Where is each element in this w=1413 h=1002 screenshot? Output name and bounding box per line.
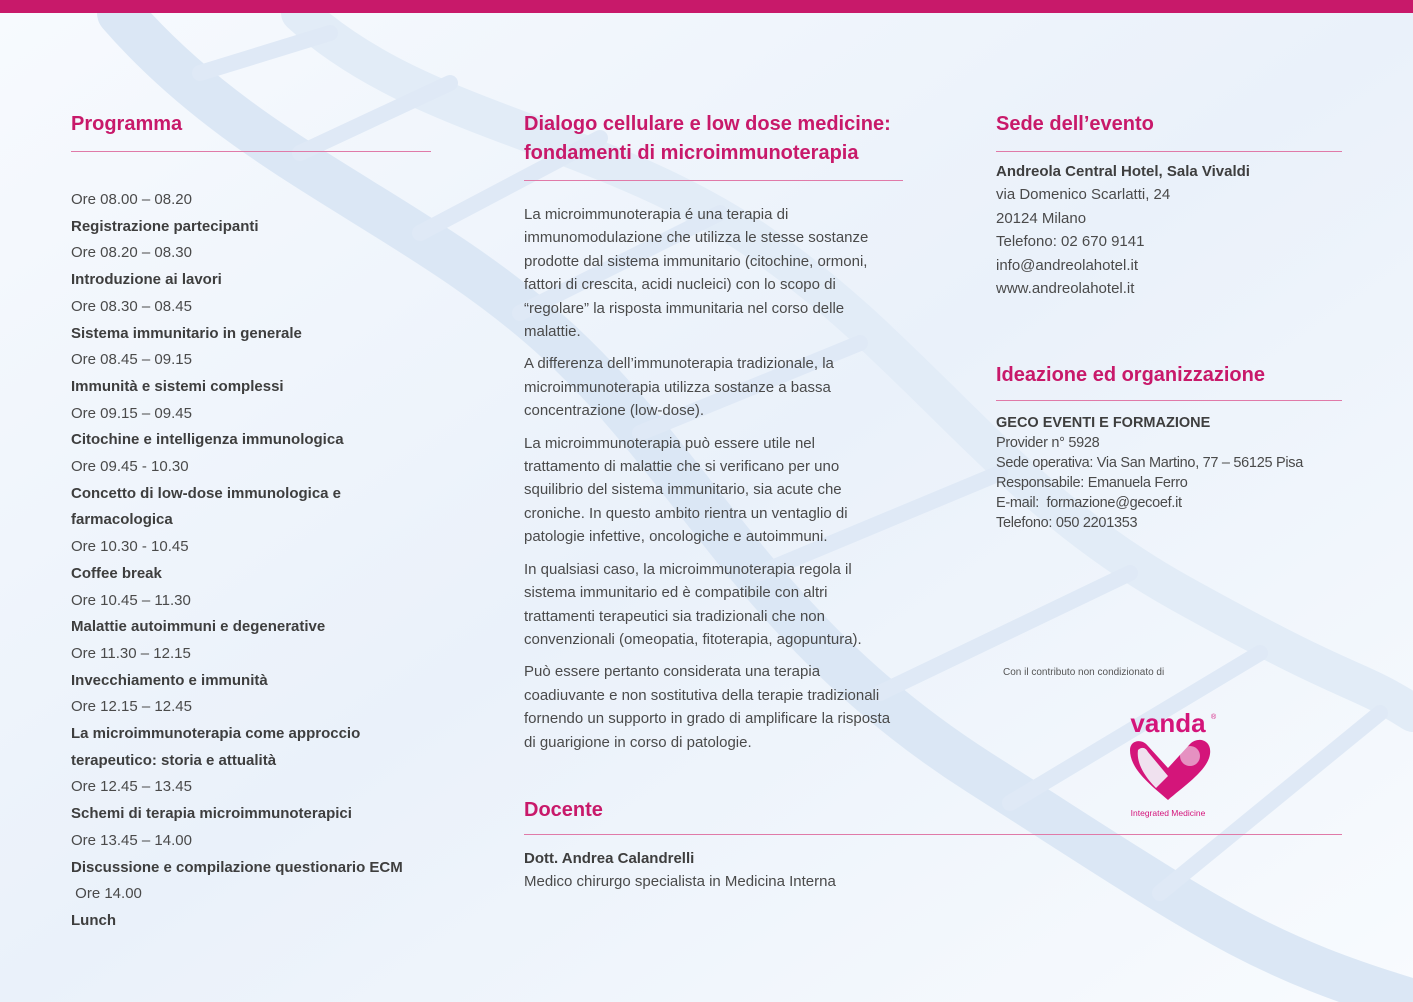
organizer-email[interactable]: E-mail: formazione@gecoef.it: [996, 495, 1182, 511]
organizer-phone: Telefono: 050 2201353: [996, 515, 1138, 531]
docente-role: Medico chirurgo specialista in Medicina Interna: [524, 873, 836, 891]
program-title: La microimmunoterapia come approccio terapeutico: storia e attualità: [71, 725, 361, 769]
dialogo-heading-line2: fondamenti di microimmunoterapia: [524, 142, 859, 164]
dialogo-divider: [524, 180, 903, 181]
dialogo-heading: [524, 110, 903, 168]
organizzazione-divider: [996, 400, 1342, 401]
docente-section: [524, 796, 1342, 894]
program-title: Sistema immunitario in generale: [71, 324, 302, 342]
venue-email[interactable]: info@andreolahotel.it: [996, 256, 1138, 274]
program-time: Ore 10.30 - 10.45: [71, 538, 189, 556]
program-time: Ore 14.00: [71, 885, 142, 903]
program-time: Ore 08.20 – 08.30: [71, 244, 192, 262]
venue-city: 20124 Milano: [996, 209, 1087, 227]
logo-wordmark: vanda: [1130, 708, 1206, 738]
program-title: Malattie autoimmuni e degenerative: [71, 618, 326, 636]
dialogo-body: [524, 203, 903, 754]
program-time: Ore 13.45 – 14.00: [71, 831, 192, 849]
program-time: Ore 11.30 – 12.15: [71, 644, 191, 662]
venue-phone: Telefono: 02 670 9141: [996, 233, 1145, 251]
organizzazione-heading: Ideazione ed organizzazione: [996, 364, 1265, 386]
top-accent-bar: [0, 0, 1413, 13]
sede-divider: [996, 151, 1342, 152]
docente-divider: [524, 834, 1342, 835]
program-title: Citochine e intelligenza immunologica: [71, 431, 344, 449]
program-title: Schemi di terapia microimmunoterapici: [71, 805, 352, 823]
programma-heading: Programma: [71, 113, 183, 135]
program-time: Ore 12.15 – 12.45: [71, 698, 192, 716]
programma-divider: [71, 151, 431, 152]
program-time: Ore 08.00 – 08.20: [71, 191, 192, 208]
sede-heading: Sede dell’evento: [996, 113, 1154, 135]
venue-website[interactable]: www.andreolahotel.it: [996, 280, 1135, 298]
programma-list: [71, 187, 431, 935]
dialogo-paragraph: La microimmunoterapia é una terapia di immunomodulazione che utilizza le stesse sostanze prodotte dal sistema immunitario (citochine, ormoni, fattori di crescita, acidi nucleici) con lo scopo di “regolare” la risposta immunitaria nel corso delle malattie.: [524, 206, 869, 341]
program-title: Concetto di low-dose immunologica e farmacologica: [71, 484, 342, 529]
program-title: Discussione e compilazione questionario ECM: [71, 858, 403, 876]
venue-address: via Domenico Scarlatti, 24: [996, 186, 1171, 204]
organizzazione-section: [996, 361, 1342, 533]
sede-section: [996, 110, 1342, 300]
docente-details: [524, 847, 1342, 894]
registered-mark-icon: ®: [1211, 714, 1217, 721]
program-time: Ore 08.45 – 09.15: [71, 351, 192, 369]
dialogo-paragraph: La microimmunoterapia può essere utile nel trattamento di malattie che si verificano per uno squilibrio del sistema immunitario, sia acute che croniche. In questo ambito rientra un ventaglio di patologie infettive, oncologiche e autoimmuni.: [524, 434, 848, 546]
program-time: Ore 12.45 – 13.45: [71, 778, 192, 796]
sponsor-intro: Con il contributo non condizionato di: [1003, 667, 1165, 678]
program-title: Introduzione ai lavori: [71, 271, 222, 289]
program-title: Registrazione partecipanti: [71, 217, 259, 235]
organizer-provider: Provider n° 5928: [996, 435, 1100, 451]
program-title: Immunità e sistemi complessi: [71, 377, 284, 395]
logo-subtitle: Integrated Medicine: [1130, 808, 1206, 818]
program-time: Ore 10.45 – 11.30: [71, 591, 191, 609]
program-title: Lunch: [71, 911, 116, 929]
program-time: Ore 09.45 - 10.30: [71, 458, 189, 476]
organizer-manager: Responsabile: Emanuela Ferro: [996, 475, 1188, 491]
venue-name: Andreola Central Hotel, Sala Vivaldi: [996, 163, 1250, 180]
organizer-address: Sede operativa: Via San Martino, 77 – 56125 Pisa: [996, 455, 1303, 471]
dialogo-paragraph: In qualsiasi caso, la microimmunoterapia regola il sistema immunitario ed è compatibile con altri trattamenti terapeutici sia tradizionali che non convenzionali (omeopatia, fitoterapia, agopuntura).: [524, 560, 862, 648]
docente-name: Dott. Andrea Calandrelli: [524, 850, 695, 867]
program-time: Ore 09.15 – 09.45: [71, 404, 192, 422]
organizer-details: [996, 413, 1342, 533]
program-title: Coffee break: [71, 564, 162, 582]
program-time: Ore 08.30 – 08.45: [71, 297, 192, 315]
dialogo-section: [524, 110, 903, 763]
venue-details: [996, 160, 1342, 300]
programma-section: [71, 110, 431, 935]
dialogo-paragraph: Può essere pertanto considerata una terapia coadiuvante e non sostitutiva della terapie tradizionali fornendo un supporto in grado di amplificare la risposta di guarigione in corso di patologie.: [524, 663, 891, 751]
docente-heading: Docente: [524, 799, 603, 821]
organizer-name: GECO EVENTI E FORMAZIONE: [996, 415, 1211, 431]
program-title: Invecchiamento e immunità: [71, 671, 268, 689]
dialogo-heading-line1: Dialogo cellulare e low dose medicine:: [524, 113, 891, 135]
dialogo-paragraph: A differenza dell’immunoterapia tradizionale, la microimmunoterapia utilizza sostanze a bassa concentrazione (low-dose).: [524, 355, 834, 420]
